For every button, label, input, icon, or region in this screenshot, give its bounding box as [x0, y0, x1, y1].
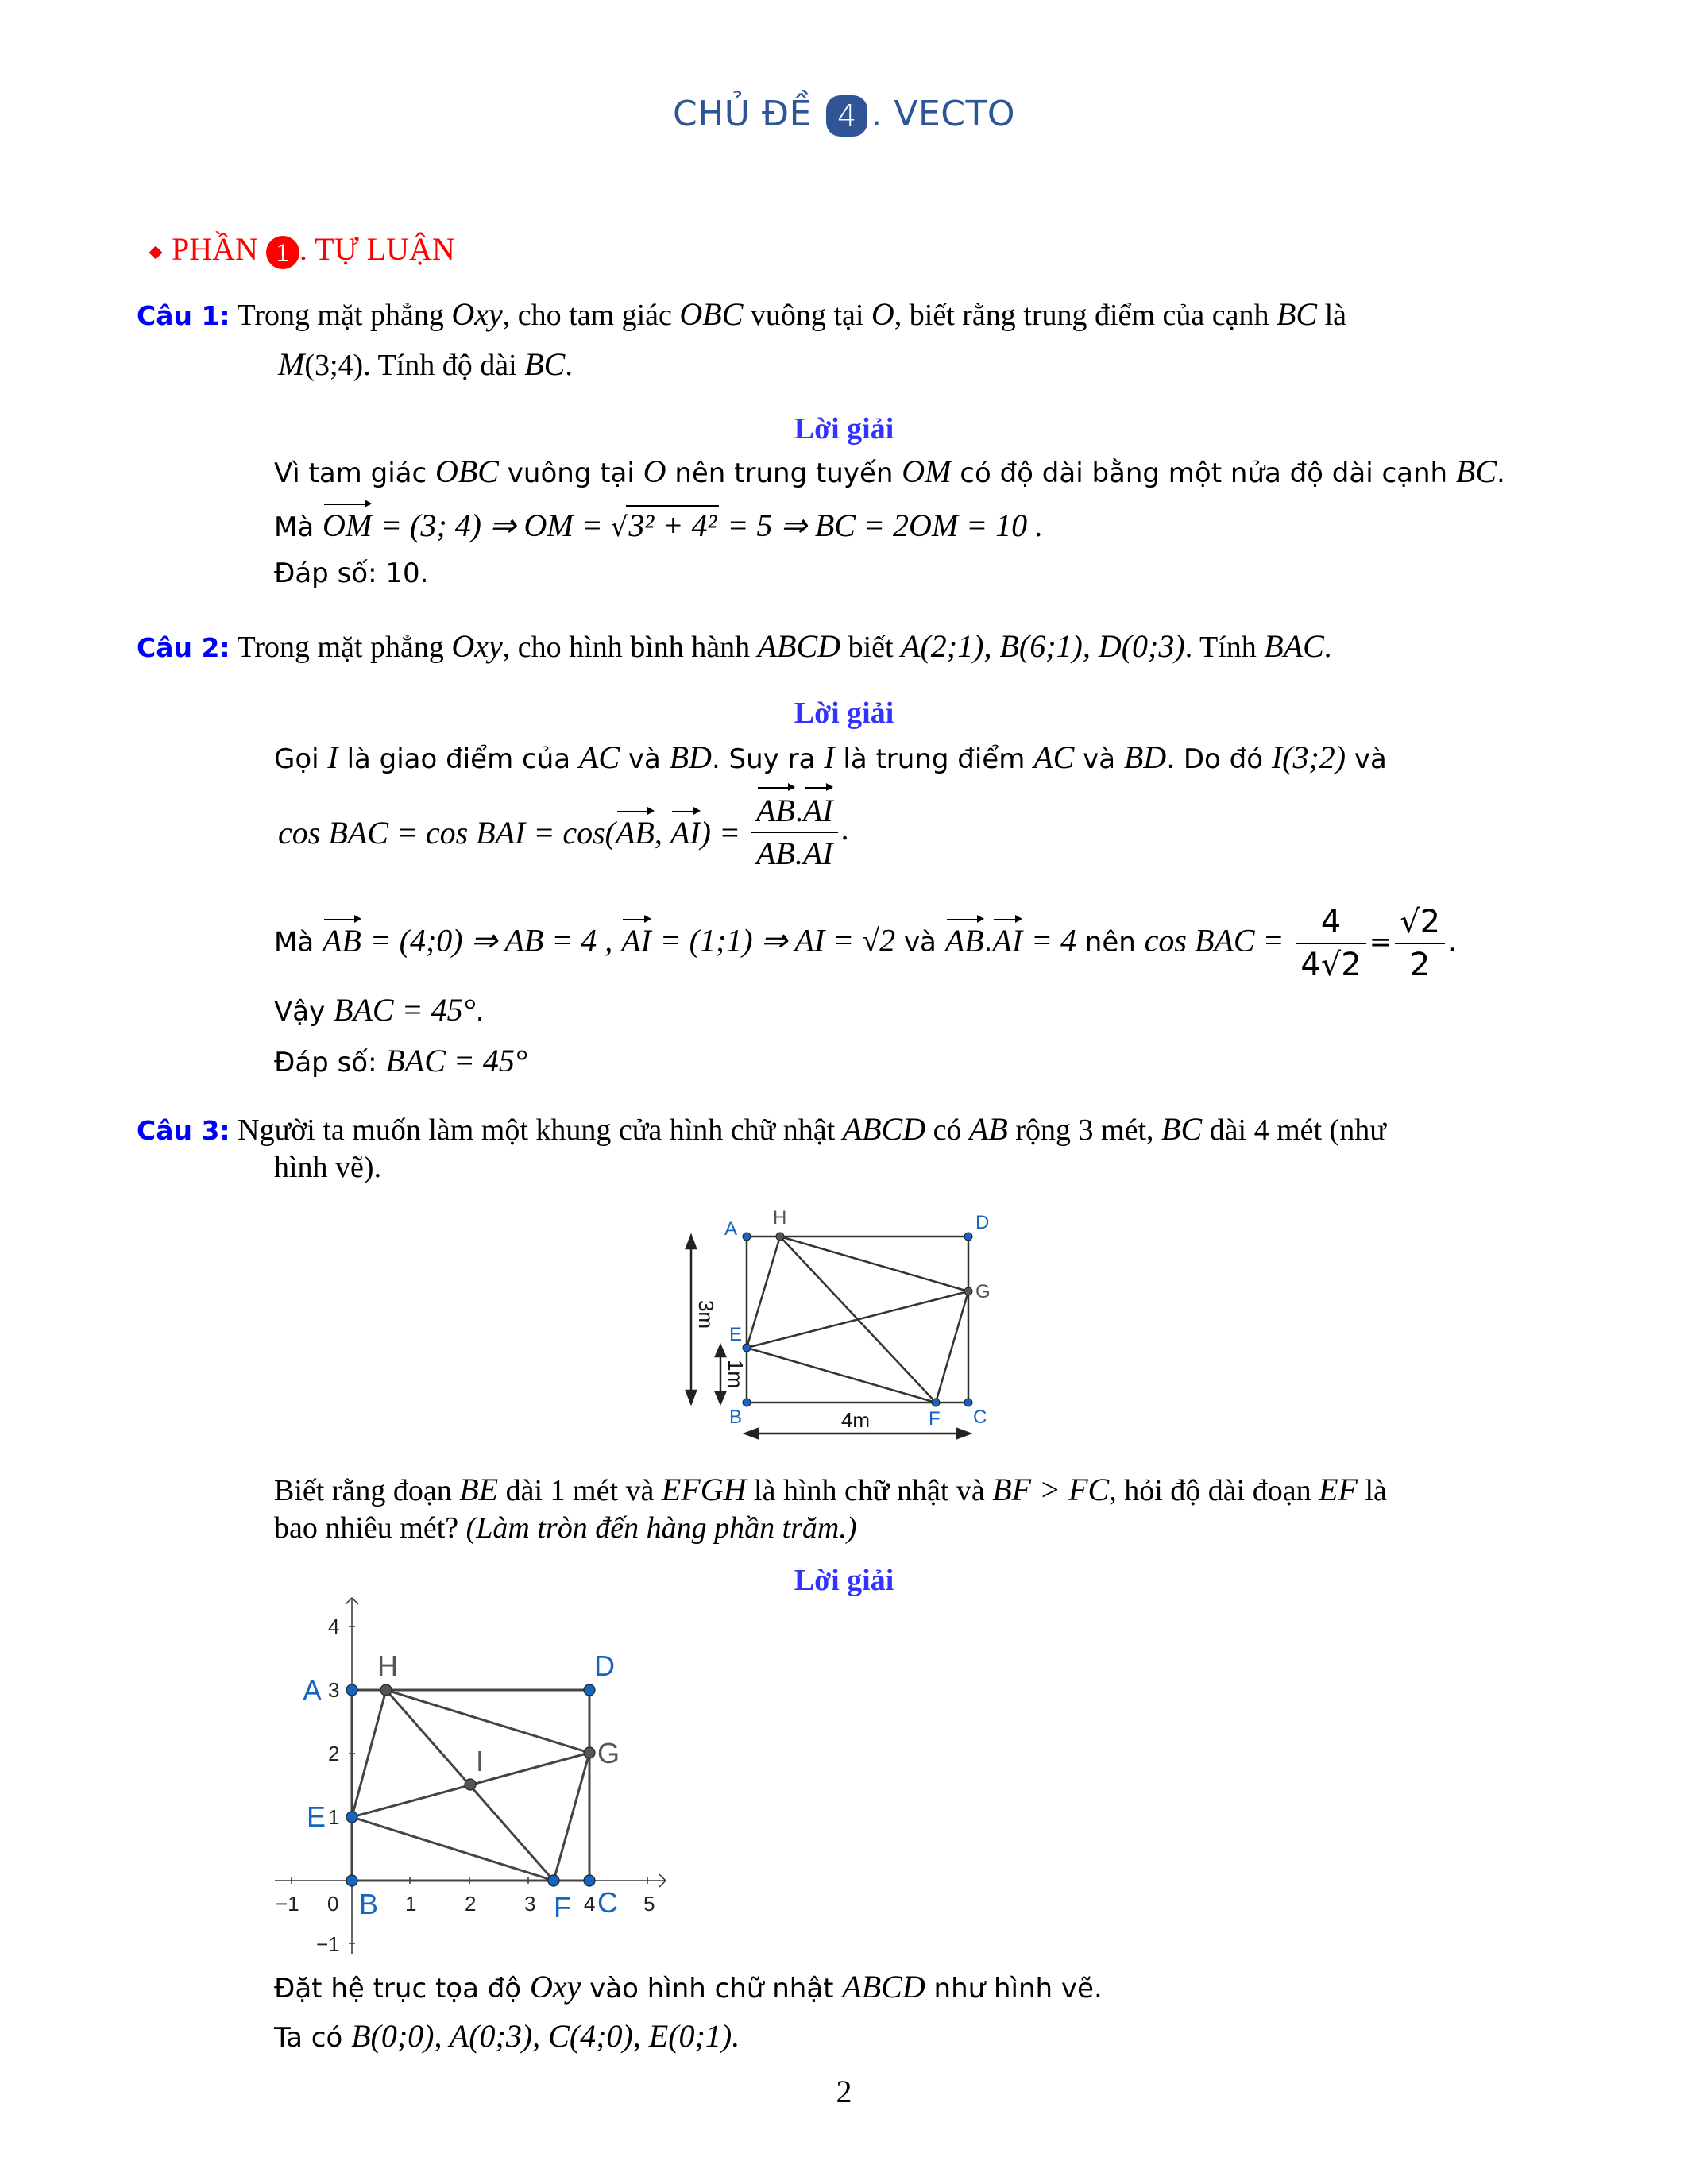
point-f	[548, 1875, 559, 1886]
fraction: $\frac{4}{4√2}$	[1296, 901, 1365, 986]
q2-answer: Đáp số: BAC = 45°	[274, 1043, 527, 1078]
label-g: G	[975, 1281, 991, 1302]
x-tick-label: 5	[643, 1892, 655, 1916]
segment-fg	[936, 1291, 968, 1403]
part-heading: PHẦN 1 . TỰ LUẬN	[151, 230, 455, 269]
arrowhead-icon	[686, 1391, 696, 1403]
x-tick-label: 2	[465, 1892, 477, 1916]
point-a	[743, 1233, 751, 1241]
segment-fg	[554, 1753, 589, 1881]
label-e: E	[729, 1324, 743, 1345]
page-title: CHỦ ĐỀ 4 . VECTO	[0, 94, 1688, 137]
segment-hg	[780, 1237, 968, 1291]
question-3-line-1: Câu 3: Người ta muốn làm một khung cửa hình chữ nhật ABCD có AB rộng 3 mét, BC dài 4 mét (như	[137, 1111, 1386, 1147]
question-3-line-2: hình vẽ).	[274, 1151, 382, 1184]
y-tick-label: 2	[328, 1742, 340, 1765]
y-tick-label: 1	[328, 1805, 340, 1829]
point-f	[932, 1399, 940, 1406]
q3-solution-line-2: Ta có B(0;0), A(0;3), C(4;0), E(0;1).	[274, 2018, 740, 2054]
arrowhead-icon	[716, 1345, 725, 1356]
solution-heading: Lời giải	[794, 1564, 894, 1597]
point-c	[964, 1399, 972, 1406]
question-3-line-3: Biết rằng đoạn BE dài 1 mét và EFGH là hình chữ nhật và BF > FC, hỏi độ dài đoạn EF là	[274, 1472, 1387, 1507]
label-h: H	[773, 1207, 787, 1229]
arrowhead-icon	[745, 1429, 758, 1438]
question-2-line-1: Câu 2: Trong mặt phẳng Oxy, cho hình bình hành ABCD biết A(2;1), B(6;1), D(0;3). Tính BAC.	[137, 628, 1332, 664]
sqrt-expression: 3² + 4²	[626, 505, 719, 544]
point-e	[346, 1812, 357, 1823]
question-3-line-4: bao nhiêu mét? (Làm tròn đến hàng phần trăm.)	[274, 1511, 857, 1545]
segment-he	[747, 1237, 780, 1348]
point-d	[964, 1233, 972, 1241]
question-label: Câu 1:	[137, 300, 230, 331]
q1-answer: Đáp số: 10.	[274, 558, 429, 589]
question-label: Câu 3:	[137, 1115, 230, 1146]
label-1m: 1m	[724, 1359, 747, 1389]
figure2-points	[346, 1684, 595, 1886]
segment-eg	[747, 1291, 968, 1348]
segment-ef	[747, 1348, 936, 1403]
label-3m: 3m	[694, 1299, 718, 1329]
arrowhead-icon	[686, 1236, 696, 1248]
label-g: G	[597, 1737, 620, 1769]
x-tick-label: 4	[584, 1892, 596, 1916]
question-label: Câu 2:	[137, 632, 230, 663]
point-i	[465, 1779, 476, 1790]
label-f: F	[929, 1408, 941, 1430]
label-d: D	[975, 1212, 990, 1233]
topic-number-badge: 4	[826, 95, 867, 137]
point-a	[346, 1684, 357, 1696]
point-c	[584, 1875, 595, 1886]
label-h: H	[377, 1650, 398, 1682]
point-h	[380, 1684, 392, 1696]
page-number: 2	[836, 2074, 852, 2109]
q2-solution-line-3: Mà AB = (4;0) ⇒ AB = 4 , AI = (1;1) ⇒ AI = √2 và AB.AI = 4 nên cos BAC = $\frac{4}{4√2}$ = $\frac{√2}{2}$ .	[274, 901, 1457, 986]
segment-he	[352, 1690, 386, 1817]
point-b	[346, 1875, 357, 1886]
label-i: I	[476, 1745, 485, 1777]
label-c: C	[973, 1406, 987, 1428]
point-d	[584, 1684, 595, 1696]
q2-cos-formula: cos BAC = cos BAI = cos(AB, AI) = $\frac{AB.AI}{AB.AI}$ .	[278, 790, 849, 874]
question-1-line-2: M(3;4). Tính độ dài BC.	[278, 346, 573, 382]
figure1-lines	[747, 1237, 968, 1403]
x-tick-label: 0	[327, 1892, 339, 1916]
x-tick-label: −1	[276, 1892, 299, 1916]
question-1-line-1: Câu 1: Trong mặt phẳng Oxy, cho tam giác OBC vuông tại O, biết rằng trung điểm của cạnh BC là	[137, 296, 1347, 332]
point-h	[776, 1233, 784, 1241]
q1-solution-line-2: Mà OM = (3; 4) ⇒ OM = √3² + 4² = 5 ⇒ BC = 2OM = 10 .	[274, 505, 1043, 544]
q3-solution-line-1: Đặt hệ trục tọa độ Oxy vào hình chữ nhật ABCD như hình vẽ.	[274, 1969, 1103, 2005]
segment-hg	[386, 1690, 589, 1753]
label-b: B	[729, 1406, 743, 1428]
label-b: B	[359, 1888, 379, 1920]
arrowhead-icon	[716, 1392, 725, 1403]
label-a: A	[724, 1218, 738, 1240]
arrowhead-icon	[957, 1429, 970, 1438]
solution-heading: Lời giải	[794, 412, 894, 446]
q2-conclusion: Vậy BAC = 45°.	[274, 992, 485, 1028]
x-tick-label: 1	[405, 1892, 417, 1916]
label-d: D	[594, 1650, 615, 1682]
label-f: F	[554, 1891, 571, 1924]
fraction: $\frac{√2}{2}$	[1395, 901, 1445, 986]
point-g	[964, 1287, 972, 1295]
x-tick-label: 3	[524, 1892, 536, 1916]
q2-solution-line-1: Gọi I là giao điểm của AC và BD. Suy ra I là trung điểm AC và BD. Do đó I(3;2) và	[274, 739, 1387, 775]
vector-om: OM	[322, 507, 373, 543]
part-number-badge: 1	[266, 236, 299, 269]
point-g	[584, 1747, 595, 1758]
label-4m: 4m	[840, 1408, 871, 1432]
y-tick-label: 3	[328, 1678, 340, 1702]
label-e: E	[307, 1800, 326, 1833]
solution-heading: Lời giải	[794, 696, 894, 730]
q1-solution-line-1: Vì tam giác OBC vuông tại O nên trung tuyến OM có độ dài bằng một nửa độ dài cạnh BC.	[274, 453, 1505, 489]
point-e	[743, 1344, 751, 1352]
y-tick-label: −1	[316, 1932, 340, 1956]
y-tick-label: 4	[328, 1615, 340, 1638]
fraction: $\frac{AB.AI}{AB.AI}$	[751, 790, 838, 874]
label-c: C	[597, 1886, 618, 1919]
label-a: A	[303, 1674, 323, 1707]
point-b	[743, 1399, 751, 1406]
segment-ef	[352, 1817, 554, 1881]
